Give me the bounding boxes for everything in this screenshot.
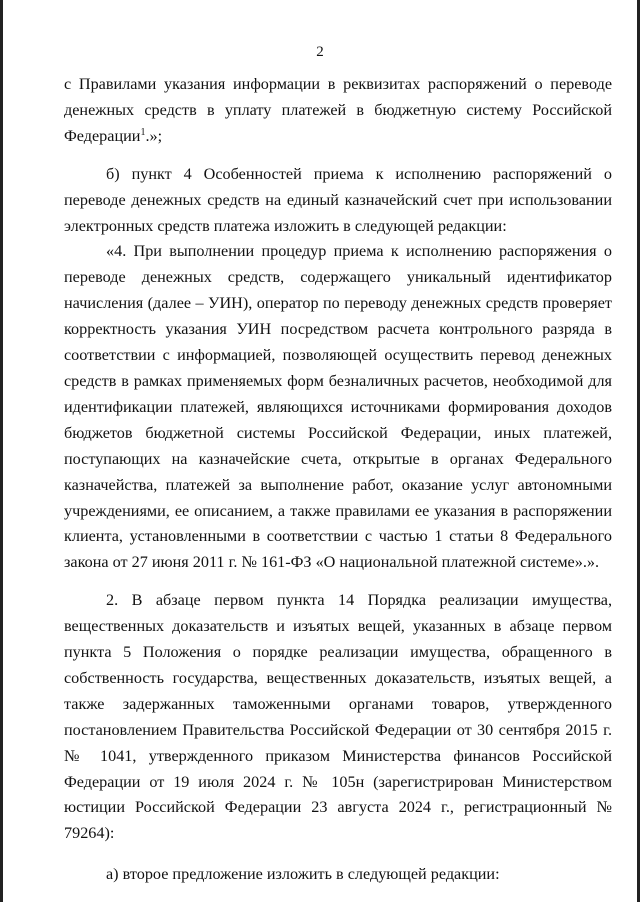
paragraph-item-b: б) пункт 4 Особенностей приема к исполнению распоряжений о переводе денежных средств на единый казначейский счет при использовании электронных средств платежа изложить в следующей редакции: — [64, 164, 612, 235]
page-number: 2 — [316, 44, 324, 60]
footnote-marker: 1 — [140, 126, 146, 138]
paragraph-tail: .»; — [145, 126, 163, 145]
scan-edge-left — [0, 0, 3, 902]
paragraph-point-2: 2. В абзаце первом пункта 14 Порядка реализации имущества, вещественных доказательств и изъятых вещей, указанных в абзаце первом пункта 5 Положения о порядке реализации имущества, обращенного в собственность государства, вещественных доказательств, изъятых вещей, а также задержанных таможенными органами товаров, утвержденного постановлением Правительства Российской Федерации от 30 сентября 2015 г. № 1041, утвержденного приказом Министерства финансов Российской Федерации от 19 июля 2024 г. № 105н (зарегистрирован Министерством юстиции Российской Федерации 23 августа 2024 г., регистрационный № 79264): — [64, 591, 612, 843]
paragraph-text: с Правилами указания информации в реквизитах распоряжений о переводе денежных средств в уплату платежей в бюджетную систему Российской Федерации — [64, 75, 612, 145]
paragraph-item-a: а) второе предложение изложить в следующей редакции: — [106, 865, 500, 884]
paragraph-continuation — [64, 72, 612, 150]
document-body — [64, 72, 612, 888]
paragraph-quoted-item-4: «4. При выполнении процедур приема к исполнению распоряжения о переводе денежных средств, содержащего уникальный идентификатор начисления (далее – УИН), оператор по переводу денежных средств проверяет корректность указания УИН посредством расчета контрольного разряда в соответствии с информацией, позволяющей осуществить перевод денежных средств в рамках применяемых форм безналичных расчетов, необходимой для идентификации платежей, являющихся источниками формирования доходов бюджетов бюджетной системы Российской Федерации, иных платежей, поступающих на казначейские счета, открытые в органах Федерального казначейства, платежей за выполнение работ, оказание услуг автономными учреждениями, ее описанием, а также правилами ее указания в распоряжении клиента, установленными в соответствии с частью 1 статьи 8 Федерального закона от 27 июня 2011 г. № 161-ФЗ «О национальной платежной системе».». — [64, 242, 612, 572]
